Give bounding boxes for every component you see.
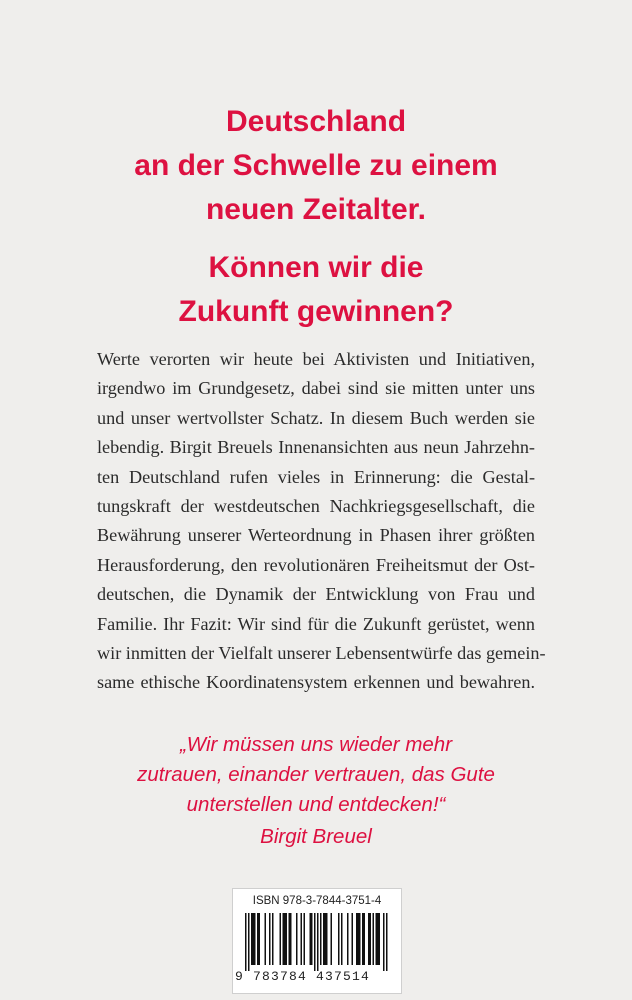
quote-line: unterstellen und entdecken!“	[186, 793, 446, 816]
barcode-bar	[364, 913, 366, 965]
question-line: Zukunft gewinnen?	[178, 295, 454, 328]
isbn-label: ISBN 978-3-7844-3751-4	[252, 895, 382, 907]
barcode-bar	[358, 913, 360, 965]
barcode-bars	[241, 913, 393, 971]
barcode-bar	[280, 913, 282, 965]
blurb-line: deutschen, die Dynamik der Entwicklung von Frau und	[97, 584, 535, 605]
barcode-bar	[304, 913, 306, 965]
barcode-bar	[323, 913, 325, 965]
barcode-bar	[301, 913, 303, 965]
barcode-bar	[338, 913, 340, 965]
barcode-bar	[310, 913, 312, 965]
barcode-bar	[286, 913, 288, 965]
barcode-bar	[386, 913, 388, 971]
barcode-bar	[352, 913, 354, 965]
barcode-bar	[259, 913, 261, 965]
barcode-bar	[245, 913, 247, 971]
barcode-bar	[320, 913, 322, 965]
quote	[0, 730, 632, 852]
barcode-bar	[376, 913, 378, 965]
headline-line: Deutschland	[225, 105, 407, 138]
blurb-line: Familie. Ihr Fazit: Wir sind für die Zukunft gerüstet, wenn	[97, 613, 535, 634]
barcode-bar	[379, 913, 381, 965]
blurb-line: same ethische Koordinatensystem erkennen und bewahren.	[97, 672, 535, 693]
barcode-bar	[359, 913, 361, 965]
headline-line: an der Schwelle zu einem	[134, 149, 498, 182]
quote-line: „Wir müssen uns wieder mehr	[179, 733, 453, 756]
barcode-bar	[347, 913, 349, 965]
barcode-bar	[296, 913, 298, 965]
barcode-bar	[284, 913, 286, 965]
barcode-bar	[331, 913, 333, 965]
barcode-bar	[311, 913, 313, 965]
barcode-bar	[370, 913, 372, 965]
blurb-line: wir inmitten der Vielfalt unserer Lebensentwürfe das gemein-	[97, 642, 546, 663]
barcode-bar	[257, 913, 259, 965]
blurb-line: lebendig. Birgit Breuels Innenansichten aus neun Jahrzehn-	[97, 437, 535, 458]
barcode	[232, 888, 402, 994]
barcode-bar	[325, 913, 327, 965]
barcode-bar	[362, 913, 364, 965]
blurb-line: ten Deutschland rufen vieles in Erinnerung: die Gestal-	[97, 466, 535, 487]
barcode-bar	[269, 913, 271, 965]
barcode-bar	[377, 913, 379, 965]
blurb-text	[97, 345, 546, 698]
barcode-bar	[272, 913, 274, 965]
barcode-bar	[356, 913, 358, 965]
barcode-bar	[289, 913, 291, 965]
barcode-bar	[290, 913, 292, 965]
blurb-line: tungskraft der westdeutschen Nachkriegsgesellschaft, die	[97, 495, 535, 516]
barcode-digits: 9 783784 437514	[235, 969, 371, 984]
barcode-bar	[317, 913, 319, 971]
blurb-line: Herausforderung, den revolutionären Freiheitsmut der Ost-	[97, 554, 535, 575]
barcode-bar	[314, 913, 316, 971]
blurb-line: Bewährung unserer Werteordnung in Phasen ihrer größten	[97, 525, 535, 546]
barcode-bar	[254, 913, 256, 965]
blurb-line: und unser wertvollster Schatz. In diesem Buch werden sie	[97, 407, 535, 428]
question-line: Können wir die	[208, 251, 424, 284]
headline-line: neuen Zeitalter.	[205, 193, 427, 226]
headline	[0, 100, 632, 334]
barcode-bar	[326, 913, 328, 965]
barcode-bar	[251, 913, 253, 965]
quote-line: zutrauen, einander vertrauen, das Gute	[137, 763, 495, 786]
blurb-line: Werte verorten wir heute bei Aktivisten und Initiativen,	[97, 349, 535, 369]
barcode-bar	[253, 913, 255, 965]
barcode-bar	[373, 913, 375, 965]
barcode-bar	[341, 913, 343, 965]
barcode-bar	[383, 913, 385, 971]
barcode-bar	[265, 913, 267, 965]
barcode-bar	[248, 913, 250, 971]
barcode-bar	[368, 913, 370, 965]
quote-author: Birgit Breuel	[260, 825, 372, 848]
barcode-bar	[283, 913, 285, 965]
blurb-line: irgendwo im Grundgesetz, dabei sind sie mitten unter uns	[97, 378, 535, 399]
